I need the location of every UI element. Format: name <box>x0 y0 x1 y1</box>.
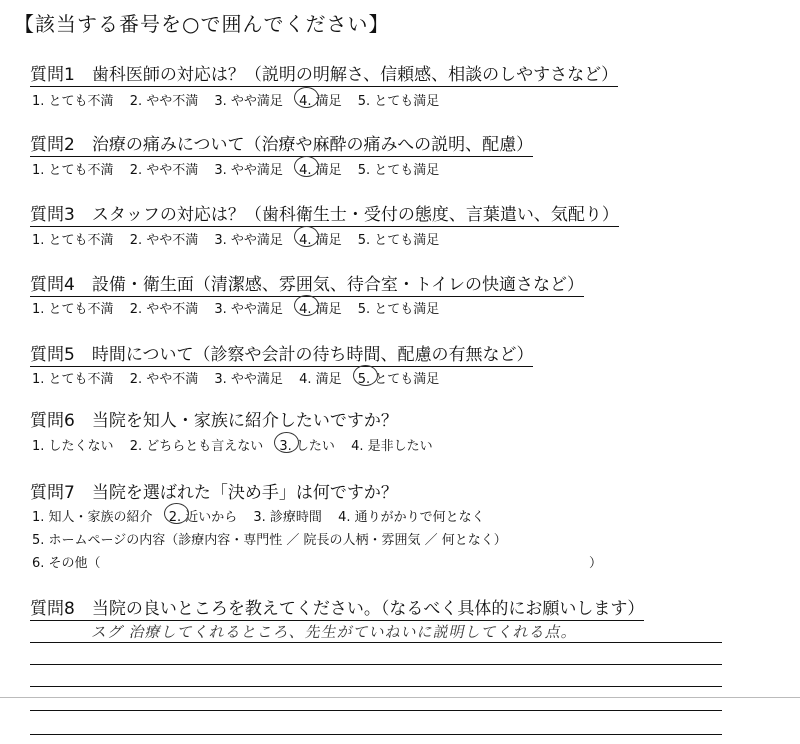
page-heading: 【該当する番号を○で囲んでください】 <box>14 12 390 36</box>
option-selected[interactable]: 4. 満足 <box>299 159 342 178</box>
answer-line <box>30 642 722 643</box>
question-5-title: 質問5 時間について（診察や会計の待ち時間、配慮の有無など） <box>30 340 533 367</box>
option[interactable]: 1. したくない <box>32 439 114 454</box>
option[interactable]: 3. やや満足 <box>214 302 283 317</box>
question-8-title: 質問8 当院の良いところを教えてください。（なるべく具体的にお願いします） <box>30 594 644 621</box>
option[interactable]: 1. 知人・家族の紹介 <box>32 510 153 525</box>
question-7-title: 質問7 当院を選ばれた「決め手」は何ですか？ <box>30 483 398 503</box>
question-7-options-line2[interactable]: 5. ホームページの内容（診療内容・専門性 ／ 院長の人柄・雰囲気 ／ 何となく） <box>32 533 507 548</box>
option[interactable]: 1. とても不満 <box>32 163 114 178</box>
option[interactable]: 3. やや満足 <box>214 233 283 248</box>
option-selected[interactable]: 2. 近いから <box>169 506 238 525</box>
option[interactable]: 4. 満足 <box>299 372 342 387</box>
question-1-title: 質問1 歯科医師の対応は？（説明の明解さ、信頼感、相談のしやすさなど） <box>30 60 618 87</box>
question-3-options <box>32 229 451 248</box>
question-6-options <box>32 435 445 454</box>
option[interactable]: 2. やや不満 <box>129 302 199 317</box>
question-4-options <box>32 298 451 317</box>
page-edge-line <box>0 697 800 698</box>
option[interactable]: 1. とても不満 <box>32 372 114 387</box>
handwritten-answer: スグ 治療してくれるところ、先生がていねいに説明してくれる点。 <box>89 623 580 641</box>
answer-line <box>30 686 722 687</box>
option[interactable]: 3. 診療時間 <box>253 510 322 525</box>
option-selected[interactable]: 4. 満足 <box>299 298 342 317</box>
option[interactable]: 2. やや不満 <box>129 372 199 387</box>
answer-line <box>30 710 722 711</box>
other-label: 6. その他（ <box>32 556 101 571</box>
option[interactable]: 5. とても満足 <box>357 94 440 109</box>
question-2-options <box>32 159 451 178</box>
option[interactable]: 1. とても不満 <box>32 94 114 109</box>
option[interactable]: 1. とても不満 <box>32 302 114 317</box>
option[interactable]: 5. とても満足 <box>357 233 440 248</box>
question-6-title: 質問6 当院を知人・家族に紹介したいですか？ <box>30 411 398 431</box>
answer-line <box>30 734 722 735</box>
option[interactable]: 2. やや不満 <box>129 163 199 178</box>
option-selected[interactable]: 5. とても満足 <box>358 368 440 387</box>
other-close-paren: ） <box>588 556 602 571</box>
question-3-title: 質問3 スタッフの対応は？（歯科衛生士・受付の態度、言葉遣い、気配り） <box>30 200 619 227</box>
question-7-other[interactable] <box>32 552 602 571</box>
option-selected[interactable]: 4. 満足 <box>299 90 342 109</box>
option-selected[interactable]: 4. 満足 <box>299 229 342 248</box>
option[interactable]: 4. 通りがかりで何となく <box>338 510 485 525</box>
question-4-title: 質問4 設備・衛生面（清潔感、雰囲気、待合室・トイレの快適さなど） <box>30 270 584 297</box>
option[interactable]: 5. とても満足 <box>357 302 440 317</box>
question-5-options <box>32 368 451 387</box>
option[interactable]: 2. やや不満 <box>129 233 199 248</box>
option[interactable]: 1. とても不満 <box>32 233 114 248</box>
option[interactable]: 3. やや満足 <box>214 372 283 387</box>
question-1-options <box>32 90 451 109</box>
option[interactable]: 2. やや不満 <box>129 94 199 109</box>
question-2-title: 質問2 治療の痛みについて（治療や麻酔の痛みへの説明、配慮） <box>30 130 533 157</box>
option[interactable]: 3. やや満足 <box>214 94 283 109</box>
option[interactable]: 5. とても満足 <box>357 163 440 178</box>
question-7-options-line1 <box>32 506 497 525</box>
option[interactable]: 3. やや満足 <box>214 163 283 178</box>
option[interactable]: 2. どちらとも言えない <box>129 439 264 454</box>
answer-line <box>30 664 722 665</box>
option-selected[interactable]: 3. したい <box>279 435 335 454</box>
option[interactable]: 4. 是非したい <box>351 439 433 454</box>
